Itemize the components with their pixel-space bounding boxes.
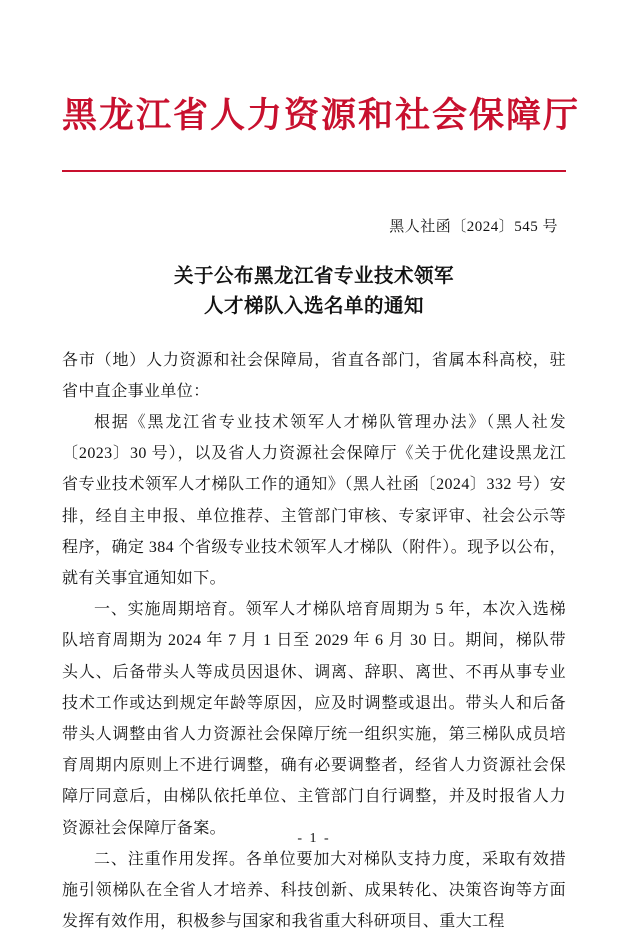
masthead-divider-line — [62, 170, 566, 172]
page-title-line-2: 人才梯队入选名单的通知 — [203, 296, 424, 318]
masthead — [62, 0, 581, 175]
masthead-divider — [62, 170, 566, 175]
paragraph-section-one: 一、实施周期培育。领军人才梯队培育周期为 5 年，本次入选梯队培育周期为 2024 年 7 月 1 日至 2029 年 6 月 30 日。期间，梯队带头人、后备带头人等成员因退休、调离、辞职、离世、不再从事专业技术工作或达到规定年龄等原因，应及时调整或退出。带头人和后备带头人调整由省人力资源社会保障厅统一组织实施，第三梯队成员培育周期内原则上不进行调整，确有必要调整者，经省人力资源社会保障厅同意后，由梯队依托单位、主管部门自行调整，并及时报省人力资源社会保障厅备案。 — [62, 601, 566, 837]
paragraph-section-two: 二、注重作用发挥。各单位要加大对梯队支持力度，采取有效措施引领梯队在全省人才培养、科技创新、成果转化、决策咨询等方面发挥有效作用，积极参与国家和我省重大科研项目、重大工程 — [62, 850, 566, 931]
page-title — [62, 262, 566, 322]
document-body — [62, 345, 566, 937]
paragraph-salutation: 各市（地）人力资源和社会保障局，省直各部门，省属本科高校，驻省中直企事业单位： — [62, 351, 566, 400]
paragraph-basis: 根据《黑龙江省专业技术领军人才梯队管理办法》（黑人社发〔2023〕30 号），以及省人力资源社会保障厅《关于优化建设黑龙江省专业技术领军人才梯队工作的通知》（黑人社函〔2024〕332 号）安排，经自主申报、单位推荐、主管部门审核、专家评审、社会公示等程序，确定 384 个省级专业技术领军人才梯队（附件）。现予以公布，就有关事宜通知如下。 — [62, 414, 566, 587]
page-number: - 1 - — [297, 831, 331, 846]
document-number: 黑人社函〔2024〕545 号 — [389, 219, 558, 236]
page-title-line-1: 关于公布黑龙江省专业技术领军 — [173, 266, 454, 288]
issuing-authority-title: 黑龙江省人力资源和社会保障厅 — [62, 96, 581, 135]
